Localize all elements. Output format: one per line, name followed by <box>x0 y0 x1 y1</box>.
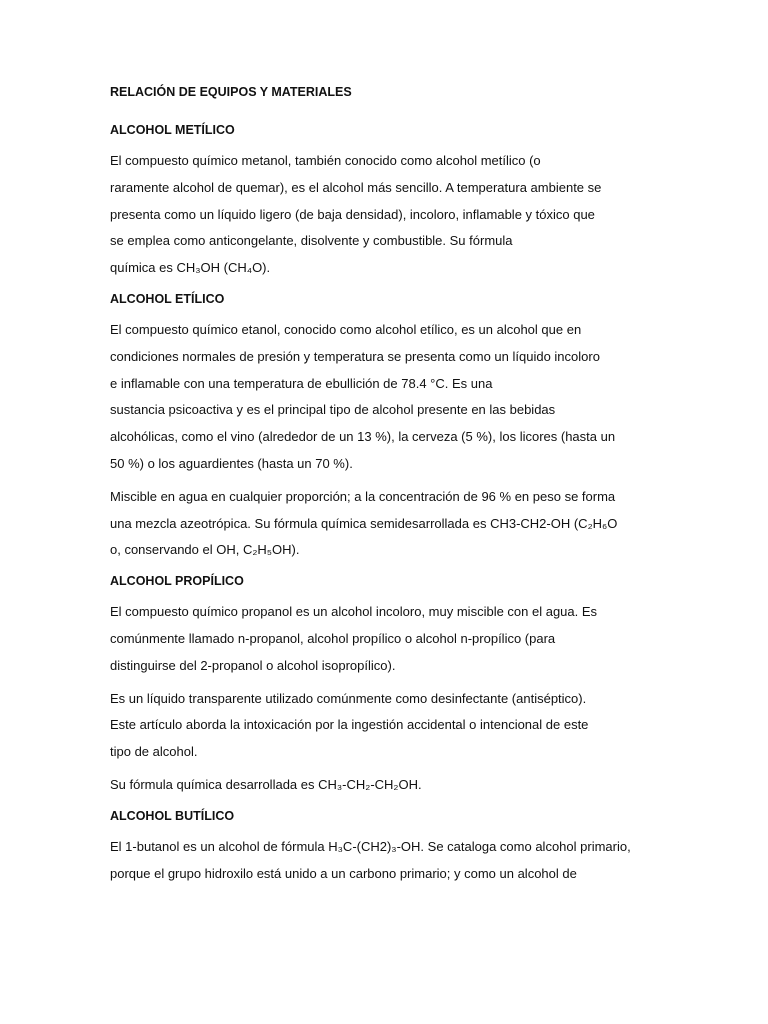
paragraph-butilico-1 <box>110 834 670 888</box>
paragraph-metilico-1 <box>110 148 670 282</box>
text-line: Es un líquido transparente utilizado comúnmente como desinfectante (antiséptico). <box>110 690 587 706</box>
text-line: e inflamable con una temperatura de ebullición de 78.4 °C. Es una <box>110 375 493 391</box>
text-line: El 1-butanol es un alcohol de fórmula H₃C-(CH2)₃-OH. Se cataloga como alcohol primario, <box>110 838 631 854</box>
text-line: 50 %) o los aguardientes (hasta un 70 %). <box>110 455 353 471</box>
document-title: RELACIÓN DE EQUIPOS Y MATERIALES <box>110 85 352 99</box>
text-line: distinguirse del 2-propanol o alcohol isopropílico). <box>110 657 396 673</box>
text-line: El compuesto químico etanol, conocido como alcohol etílico, es un alcohol que en <box>110 321 582 337</box>
section-heading-propilico: ALCOHOL PROPÍLICO <box>110 574 244 589</box>
text-line: Su fórmula química desarrollada es CH₃-CH₂-CH₂OH. <box>110 776 422 792</box>
text-line: o, conservando el OH, C₂H₅OH). <box>110 542 300 558</box>
text-line: alcohólicas, como el vino (alrededor de un 13 %), la cerveza (5 %), los licores (hasta un <box>110 429 616 445</box>
text-line: sustancia psicoactiva y es el principal tipo de alcohol presente en las bebidas <box>110 402 556 418</box>
section-heading-etilico: ALCOHOL ETÍLICO <box>110 291 225 306</box>
text-line: El compuesto químico metanol, también conocido como alcohol metílico (o <box>110 153 541 168</box>
text-line: raramente alcohol de quemar), es el alcohol más sencillo. A temperatura ambiente se <box>110 179 602 195</box>
paragraph-propilico-3 <box>110 772 670 799</box>
paragraph-etilico-1 <box>110 317 670 478</box>
section-heading-butilico: ALCOHOL BUTÍLICO <box>110 808 235 823</box>
paragraph-propilico-2 <box>110 686 670 766</box>
text-line: porque el grupo hidroxilo está unido a un carbono primario; y como un alcohol de <box>110 865 577 881</box>
paragraph-propilico-1 <box>110 599 670 679</box>
text-line: El compuesto químico propanol es un alcohol incoloro, muy miscible con el agua. Es <box>110 604 598 620</box>
section-heading-metilico: ALCOHOL METÍLICO <box>110 123 235 137</box>
text-line: una mezcla azeotrópica. Su fórmula química semidesarrollada es CH3-CH2-OH (C₂H₆O <box>110 515 618 531</box>
text-line: presenta como un líquido ligero (de baja densidad), incoloro, inflamable y tóxico que <box>110 206 595 222</box>
text-line: tipo de alcohol. <box>110 744 198 760</box>
text-line: condiciones normales de presión y temperatura se presenta como un líquido incoloro <box>110 348 600 364</box>
paragraph-etilico-2 <box>110 484 670 564</box>
text-line: se emplea como anticongelante, disolvente y combustible. Su fórmula <box>110 233 513 249</box>
text-line: Este artículo aborda la intoxicación por la ingestión accidental o intencional de este <box>110 717 589 733</box>
text-line: Miscible en agua en cualquier proporción; a la concentración de 96 % en peso se forma <box>110 488 616 504</box>
document-page <box>110 84 670 887</box>
text-line: comúnmente llamado n-propanol, alcohol propílico o alcohol n-propílico (para <box>110 630 556 646</box>
text-line: química es CH₃OH (CH₄O). <box>110 260 271 276</box>
